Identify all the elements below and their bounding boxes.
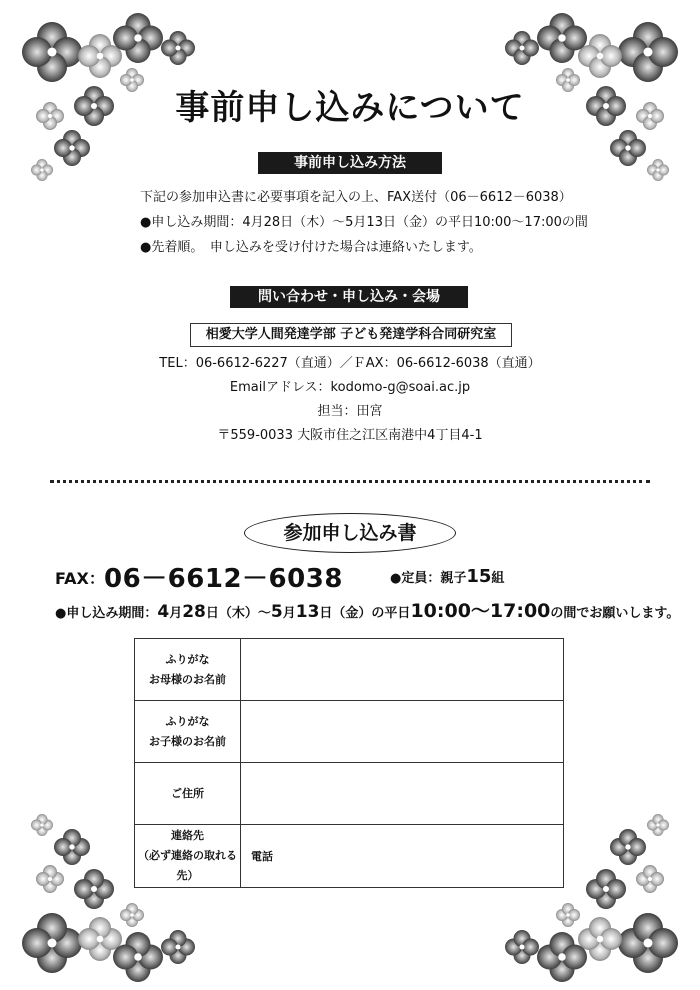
- form-title: 参加申し込み書: [244, 513, 456, 553]
- application-period: ●申し込み期間：4月28日（木）～5月13日（金）の平日10:00～17:00の間でお願いします。: [55, 600, 680, 622]
- address-field[interactable]: [241, 763, 564, 825]
- email: Emailアドレス：kodomo-g@soai.ac.jp: [229, 380, 471, 395]
- capacity: ●定員：親子15組: [390, 566, 505, 587]
- page-title: 事前申し込みについて: [175, 88, 525, 128]
- mother-name-label: ふりがな お母様のお名前: [135, 639, 241, 701]
- contact-label: 連絡先 （必ず連絡の取れる先）: [135, 825, 241, 888]
- method-line-3: ●先着順。 申し込みを受け付けた場合は連絡いたします。: [140, 240, 482, 255]
- tel-fax: TEL：06-6612-6227（直通）／ＦAX：06-6612-6038（直通）: [159, 356, 541, 371]
- table-row: [135, 639, 564, 701]
- mother-name-field[interactable]: [241, 639, 564, 701]
- fax-number: 06－6612－6038: [104, 564, 343, 594]
- method-line-1: 下記の参加申込書に必要事項を記入の上、FAX送付（06－6612－6038）: [140, 190, 572, 205]
- office-name: 相愛大学人間発達学部 子ども発達学科合同研究室: [190, 323, 512, 347]
- table-row: [135, 701, 564, 763]
- method-heading: 事前申し込み方法: [258, 152, 442, 174]
- contact-field[interactable]: 電話: [241, 825, 564, 888]
- address: 〒559-0033 大阪市住之江区南港中4丁目4-1: [217, 428, 483, 443]
- child-name-label: ふりがな お子様のお名前: [135, 701, 241, 763]
- fax-label: FAX：: [55, 569, 105, 588]
- person-in-charge: 担当：田宮: [317, 404, 383, 419]
- address-label: ご住所: [135, 763, 241, 825]
- contact-heading: 問い合わせ・申し込み・会場: [230, 286, 468, 308]
- table-row: [135, 763, 564, 825]
- method-line-2: ●申し込み期間：4月28日（木）～5月13日（金）の平日10:00～17:00の間: [140, 215, 588, 230]
- child-name-field[interactable]: [241, 701, 564, 763]
- application-form-table: [134, 638, 564, 888]
- cut-line: [50, 480, 650, 483]
- table-row: [135, 825, 564, 888]
